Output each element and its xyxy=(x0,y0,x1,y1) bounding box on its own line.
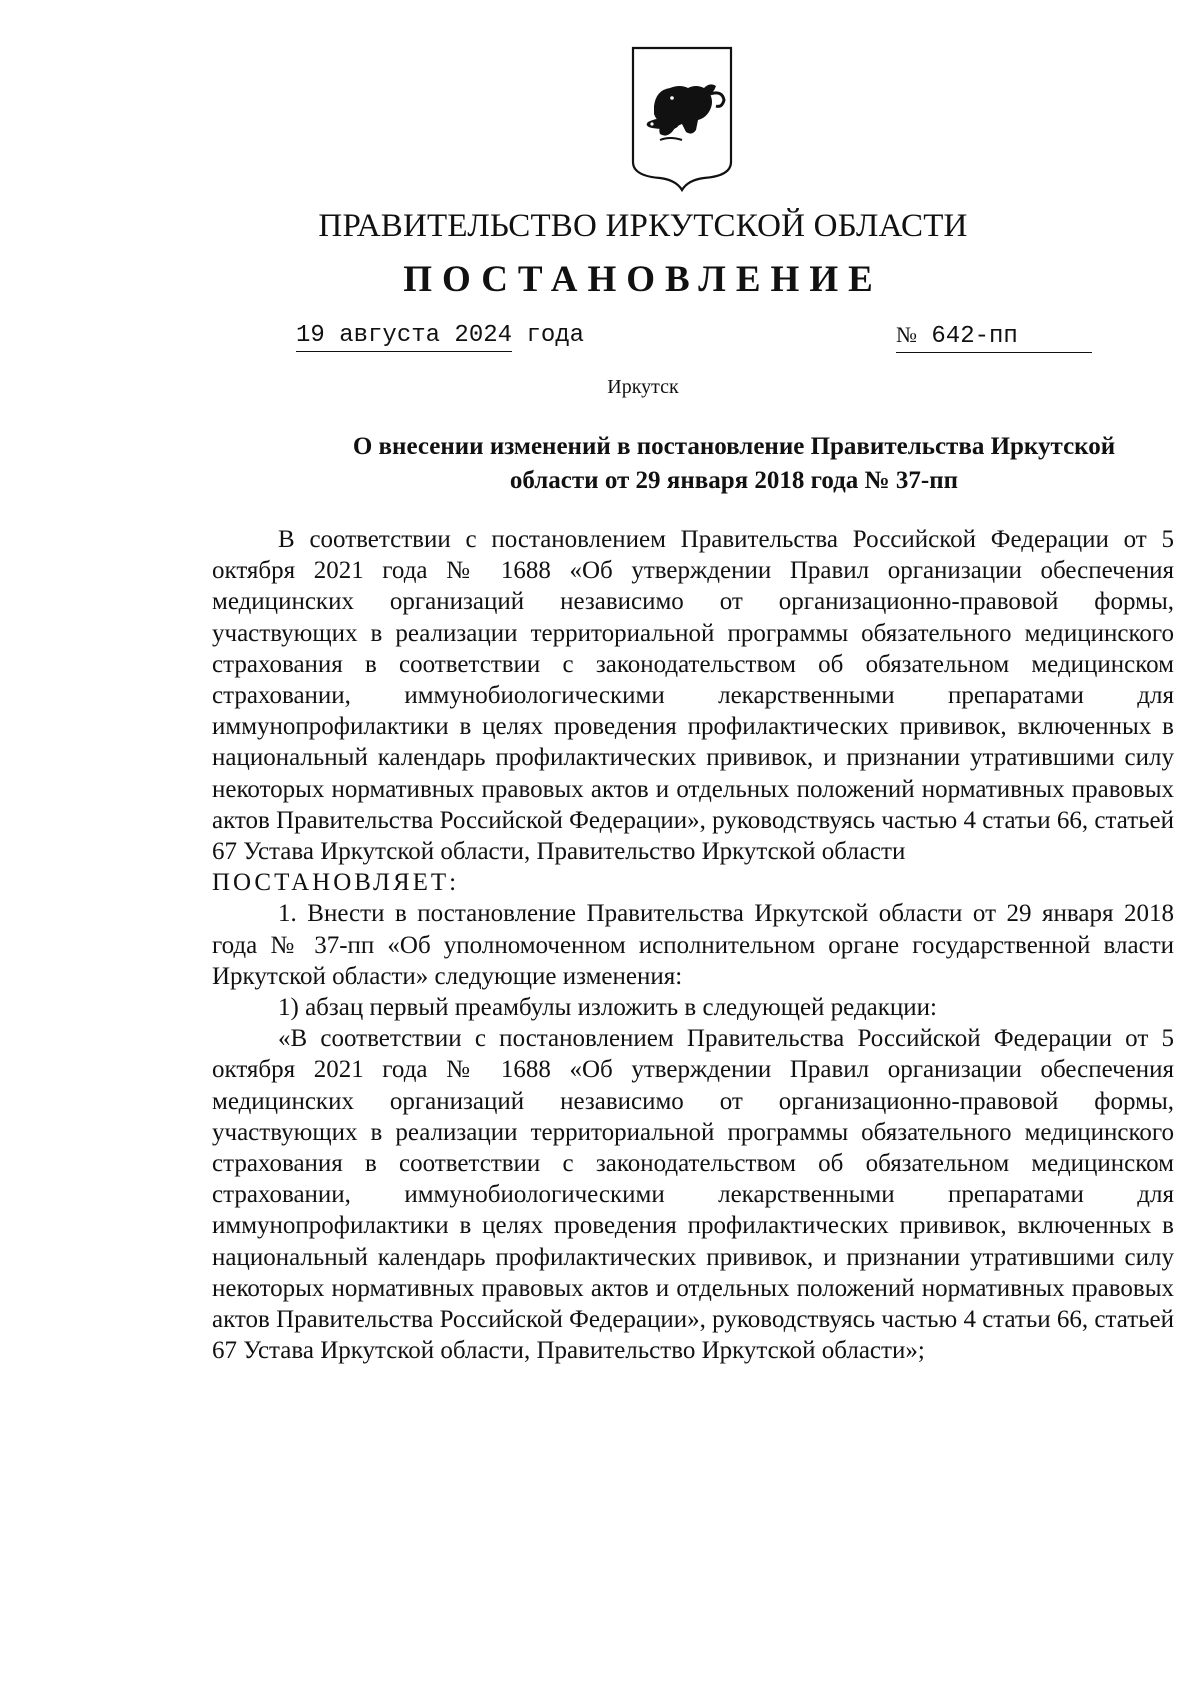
title-line-1: О внесении изменений в постановление Правительства Иркутской xyxy=(352,433,1116,460)
date-value: 19 августа 2024 xyxy=(296,322,512,352)
document-type: ПОСТАНОВЛЕНИЕ xyxy=(403,259,883,300)
number-value: 642-пп xyxy=(931,323,1018,350)
document-body xyxy=(212,524,1174,1366)
coat-of-arms-emblem xyxy=(630,44,734,194)
document-number xyxy=(896,322,1092,353)
title-line-2: области от 29 января 2018 года № 37-пп xyxy=(509,467,959,494)
preamble-paragraph: В соответствии с постановлением Правительства Российской Федерации от 5 октября 2021 года № 1688 «Об утверждении Правил организации обеспечения медицинских организаций независимо от организационно-правовой формы, участвующих в реализации территориальной программы обязательного медицинского страхования в соответствии с законодательством об обязательном медицинском страховании, иммунобиологическими лекарственными препаратами для иммунопрофилактики в целях проведения профилактических прививок, включенных в национальный календарь профилактических прививок, и признании утратившими силу некоторых нормативных правовых актов и отдельных положений нормативных правовых актов Правительства Российской Федерации», руководствуясь частью 4 статьи 66, статьей 67 Устава Иркутской области, Правительство Иркутской области xyxy=(212,526,1175,866)
city-name: Иркутск xyxy=(607,376,679,398)
document-title xyxy=(296,430,1172,498)
organization-name: ПРАВИТЕЛЬСТВО ИРКУТСКОЙ ОБЛАСТИ xyxy=(318,208,968,244)
number-sign: № xyxy=(896,322,917,347)
decree-word: ПОСТАНОВЛЯЕТ: xyxy=(212,869,460,897)
document-date xyxy=(296,322,584,349)
date-suffix: года xyxy=(512,322,585,349)
quoted-amendment-paragraph: «В соответствии с постановлением Правительства Российской Федерации от 5 октября 2021 года № 1688 «Об утверждении Правил организации обеспечения медицинских организаций независимо от организационно-правовой формы, участвующих в реализации территориальной программы обязательного медицинского страхования в соответствии с законодательством об обязательном медицинском страховании, иммунобиологическими лекарственными препаратами для иммунопрофилактики в целях проведения профилактических прививок, включенных в национальный календарь профилактических прививок, и признании утратившими силу некоторых нормативных правовых актов и отдельных положений нормативных правовых актов Правительства Российской Федерации», руководствуясь частью 4 статьи 66, статьей 67 Устава Иркутской области, Правительство Иркутской области»; xyxy=(212,1025,1175,1365)
subitem-1-paragraph: 1) абзац первый преамбулы изложить в следующей редакции: xyxy=(278,994,937,1022)
item-1-paragraph: 1. Внести в постановление Правительства Иркутской области от 29 января 2018 года № 37-пп «Об уполномоченном исполнительном органе государственной власти Иркутской области» следующие изменения: xyxy=(212,900,1174,990)
